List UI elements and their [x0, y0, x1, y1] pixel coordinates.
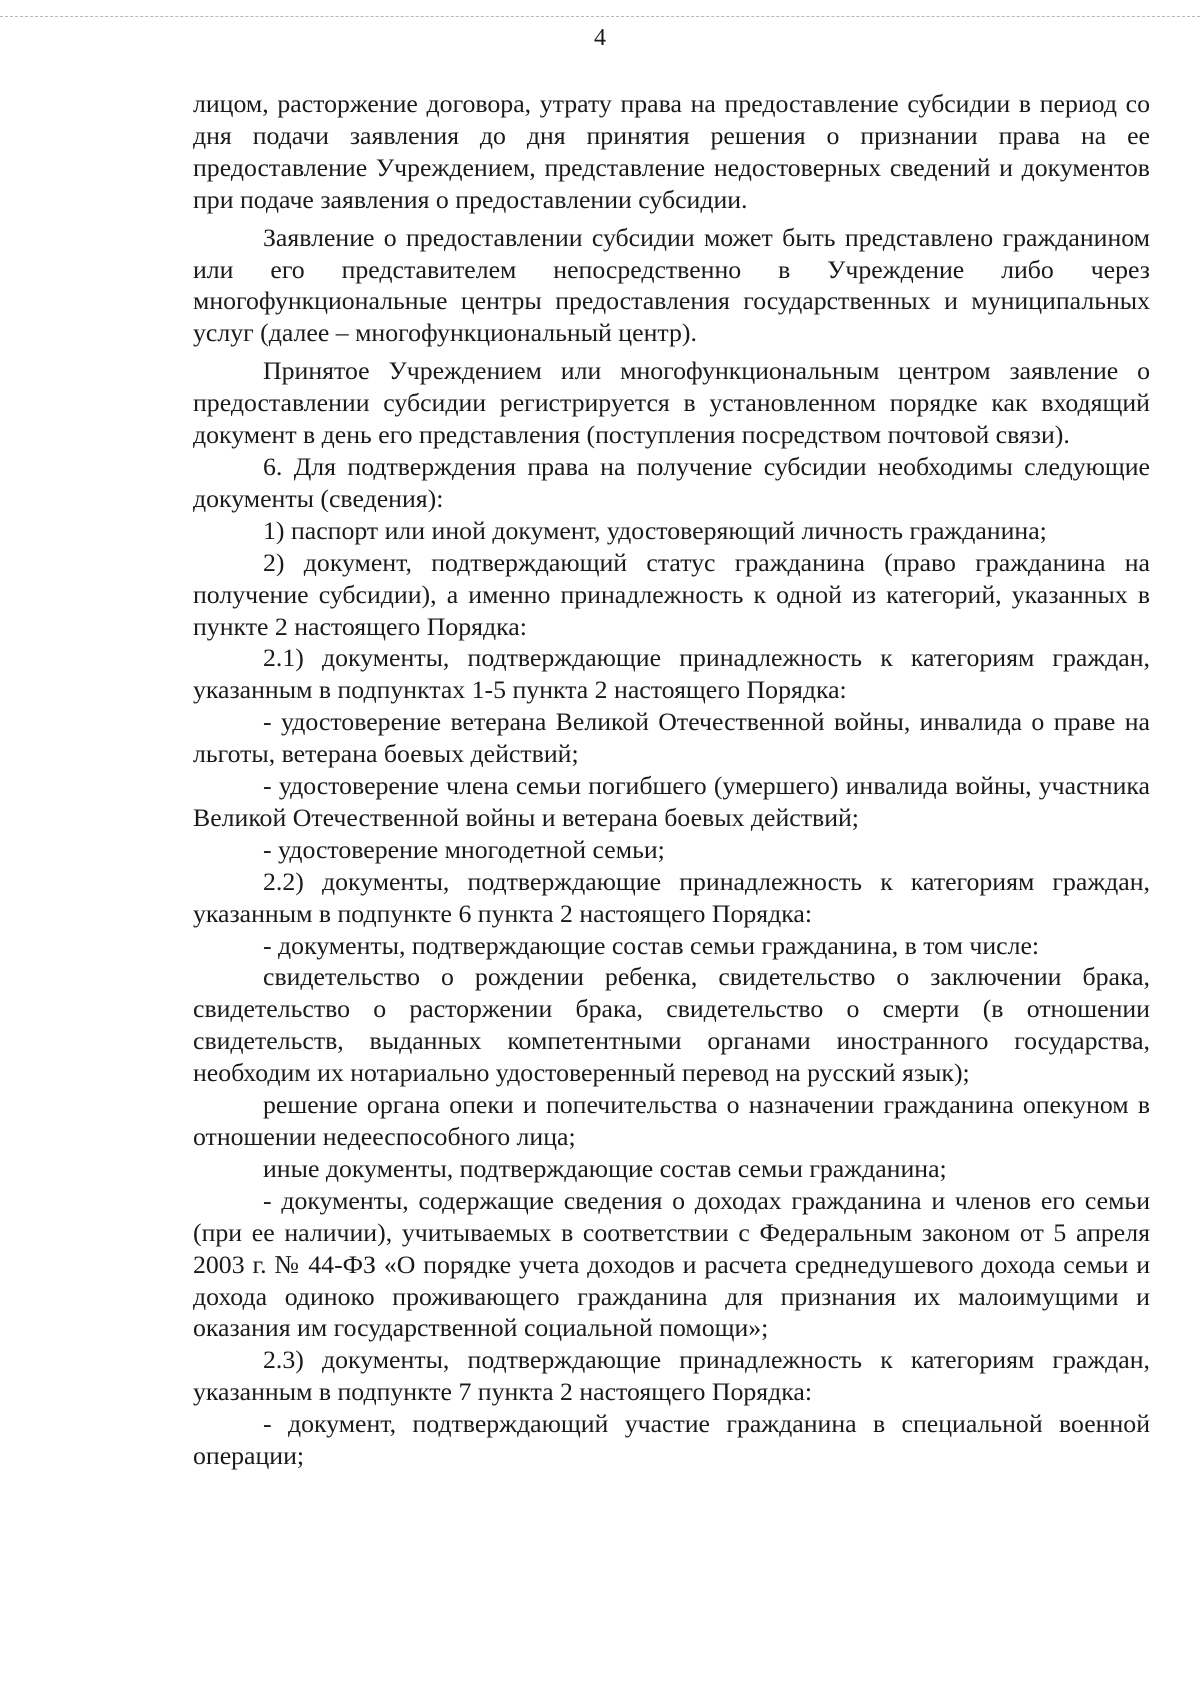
document-body: [193, 88, 1150, 1472]
list-item-guardianship-decision: решение органа опеки и попечительства о назначении гражданина опекуном в отношении недееспособного лица;: [193, 1090, 1150, 1151]
list-item-2-3: 2.3) документы, подтверждающие принадлежность к категориям граждан, указанным в подпункте 7 пункта 2 настоящего Порядка:: [193, 1345, 1150, 1407]
list-item-family-member-certificate: - удостоверение члена семьи погибшего (умершего) инвалида войны, участника Великой Отечественной войны и ветерана боевых действий;: [193, 771, 1150, 832]
paragraph-application-registration: Принятое Учреждением или многофункциональным центром заявление о предоставлении субсидии регистрируется в установленном порядке как входящий документ в день его представления (поступления посредством почтовой связи).: [193, 356, 1150, 450]
list-item-large-family-certificate: - удостоверение многодетной семьи;: [263, 834, 665, 864]
paragraph-continuation: лицом, расторжение договора, утрату права на предоставление субсидии в период со дня подачи заявления до дня принятия решения о признании права на ее предоставление Учреждением, представление недостоверных сведений и документов при подаче заявления о предоставлении субсидии.: [193, 89, 1150, 214]
list-item-2-2: 2.2) документы, подтверждающие принадлежность к категориям граждан, указанным в подпункте 6 пункта 2 настоящего Порядка:: [193, 866, 1150, 928]
list-item-civil-certificates: свидетельство о рождении ребенка, свидетельство о заключении брака, свидетельство о расторжении брака, свидетельство о смерти (в отношении свидетельств, выданных компетентными органами иностранного государства, необходим их нотариально удостоверенный перевод на русский язык);: [193, 962, 1150, 1088]
list-item-other-documents: иные документы, подтверждающие состав семьи гражданина;: [263, 1153, 947, 1183]
list-item-income-documents: - документы, содержащие сведения о доходах гражданина и членов его семьи (при ее наличии), учитываемых в соответствии с Федеральным законом от 5 апреля 2003 г. № 44-ФЗ «О порядке учета доходов и расчета среднедушевого дохода семьи и дохода одиноко проживающего гражданина для признания их малоимущими и оказания им государственной социальной помощи»;: [193, 1185, 1150, 1343]
list-item-2: 2) документ, подтверждающий статус гражданина (право гражданина на получение субсидии), а именно принадлежность к одной из категорий, указанных в пункте 2 настоящего Порядка:: [193, 547, 1150, 641]
list-item-veteran-certificate: - удостоверение ветерана Великой Отечественной войны, инвалида о праве на льготы, ветерана боевых действий;: [193, 707, 1150, 769]
paragraph-application-submission: Заявление о предоставлении субсидии может быть представлено гражданином или его представителем непосредственно в Учреждение либо через многофункциональные центры предоставления государственных и муниципальных услуг (далее – многофункциональный центр).: [193, 222, 1150, 348]
page-number: 4: [594, 25, 606, 51]
paragraph-item-6: 6. Для подтверждения права на получение субсидии необходимы следующие документы (сведения):: [193, 451, 1150, 513]
list-item-1: 1) паспорт или иной документ, удостоверяющий личность гражданина;: [263, 515, 1047, 545]
scan-edge-line: [0, 16, 1200, 17]
list-item-family-composition-documents: - документы, подтверждающие состав семьи гражданина, в том числе:: [263, 930, 1040, 960]
list-item-2-1: 2.1) документы, подтверждающие принадлежность к категориям граждан, указанным в подпунктах 1-5 пункта 2 настоящего Порядка:: [193, 643, 1150, 705]
list-item-military-operation-document: - документ, подтверждающий участие гражданина в специальной военной операции;: [193, 1409, 1150, 1471]
